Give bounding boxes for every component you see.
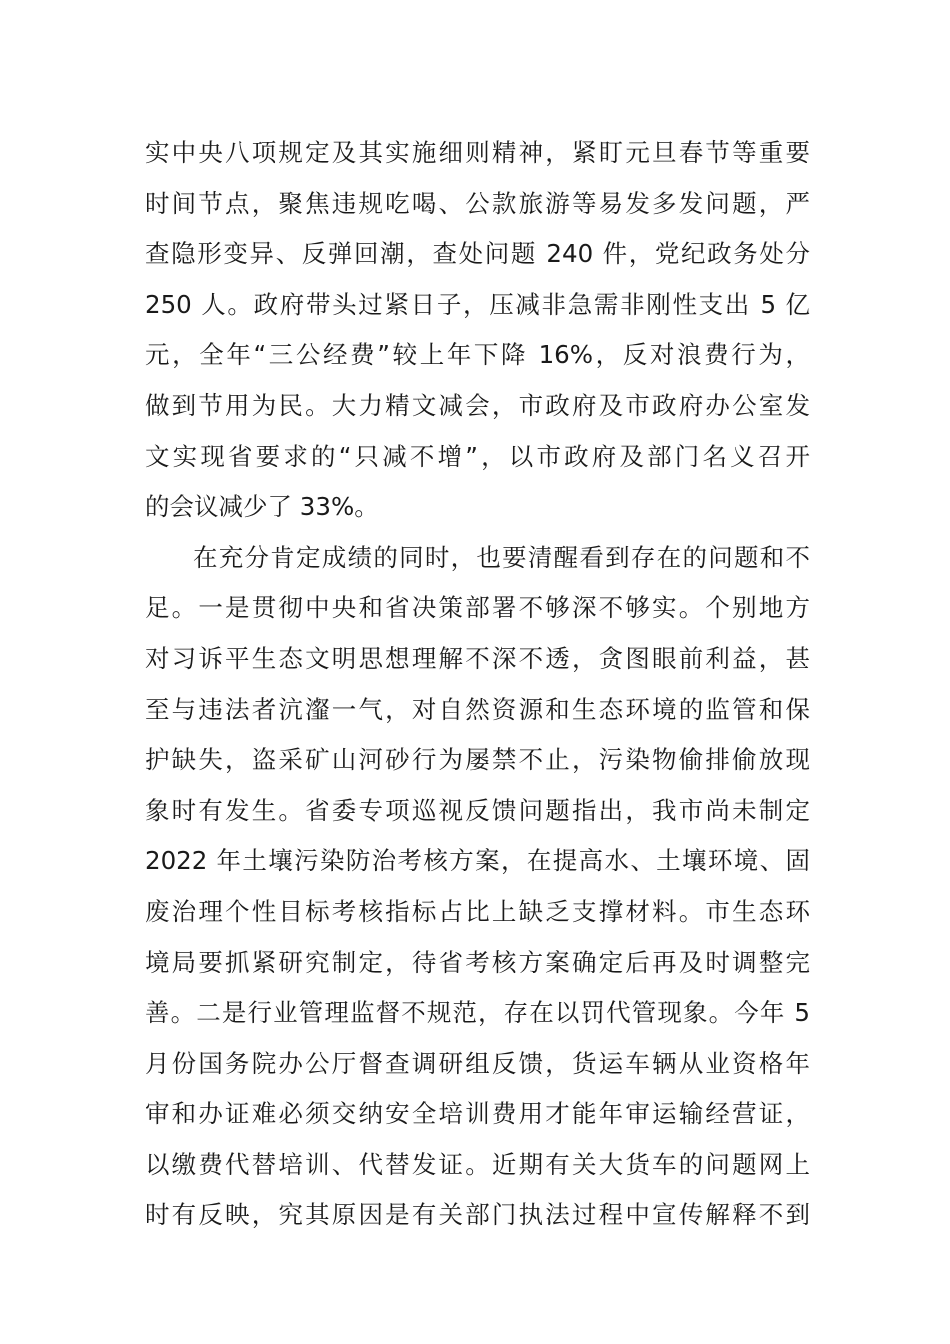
text-line: 元，全年“三公经费”较上年下降 16%，反对浪费行为， (145, 340, 810, 370)
text-line: 做到节用为民。大力精文减会，市政府及市政府办公室发 (145, 390, 810, 420)
text-line: 废治理个性目标考核指标占比上缺乏支撑材料。市生态环 (145, 896, 810, 926)
text-line: 的会议减少了 33%。 (145, 492, 379, 522)
text-line: 查隐形变异、反弹回潮，查处问题 240 件，党纪政务处分 (145, 239, 810, 269)
text-line: 足。一是贯彻中央和省决策部署不够深不够实。个别地方 (145, 593, 810, 623)
text-line: 象时有发生。省委专项巡视反馈问题指出，我市尚未制定 (145, 795, 810, 825)
text-line: 实中央八项规定及其实施细则精神，紧盯元旦春节等重要 (145, 138, 810, 167)
text-line: 对习诉平生态文明思想理解不深不透，贪图眼前利益，甚 (145, 643, 810, 673)
text-line: 时间节点，聚焦违规吃喝、公款旅游等易发多发问题，严 (145, 188, 810, 218)
text-line: 至与违法者沆瀣一气，对自然资源和生态环境的监管和保 (145, 694, 810, 724)
text-line: 时有反映，究其原因是有关部门执法过程中宣传解释不到 (145, 1200, 810, 1230)
text-line: 2022 年土壤污染防治考核方案，在提高水、土壤环境、固 (145, 846, 810, 876)
text-line: 善。二是行业管理监督不规范，存在以罚代管现象。今年 5 (145, 998, 810, 1028)
text-line: 以缴费代替培训、代替发证。近期有关大货车的问题网上 (145, 1149, 810, 1179)
text-line: 审和办证难必须交纳安全培训费用才能年审运输经营证， (145, 1099, 810, 1129)
body-text (145, 128, 810, 1241)
paragraph-first-line: 在充分肯定成绩的同时，也要清醒看到存在的问题和不 (193, 542, 810, 572)
text-line: 护缺失，盗采矿山河砂行为屡禁不止，污染物偷排偷放现 (145, 745, 810, 775)
text-line: 境局要抓紧研究制定，待省考核方案确定后再及时调整完 (145, 947, 810, 977)
text-line: 月份国务院办公厅督查调研组反馈，货运车辆从业资格年 (145, 1048, 810, 1078)
text-line: 文实现省要求的“只减不增”，以市政府及部门名义召开 (145, 441, 810, 471)
text-line: 250 人。政府带头过紧日子，压减非急需非刚性支出 5 亿 (145, 289, 810, 319)
